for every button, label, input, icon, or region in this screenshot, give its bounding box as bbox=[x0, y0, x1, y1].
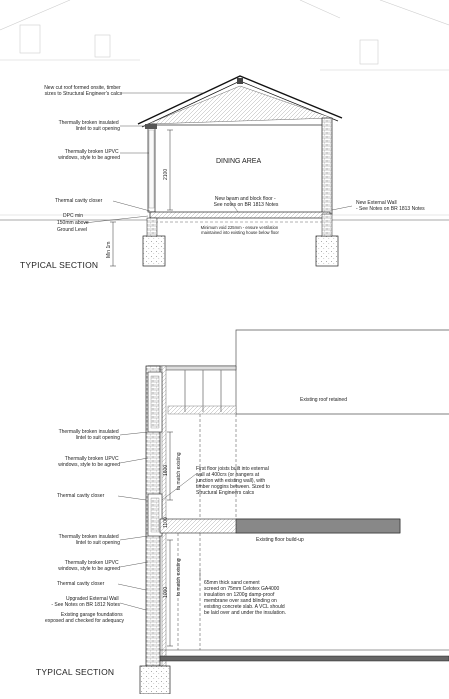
dimension-lines bbox=[167, 432, 173, 646]
note-floor-buildup: Existing floor build-up bbox=[256, 537, 304, 543]
beam-and-block-floor bbox=[150, 212, 330, 218]
note-external-wall: Upgraded External Wall - See Notes on BR 1812 Notes bbox=[51, 596, 120, 608]
note-floor: New beam and block floor - See notes on BR 1813 Notes bbox=[213, 196, 279, 208]
note-cavity-closer-upper: Thermal cavity closer bbox=[57, 493, 105, 499]
lintel bbox=[145, 124, 157, 129]
note-dpc: DPC min 150mm above Ground Level bbox=[57, 213, 89, 233]
bottom-section-title: TYPICAL SECTION bbox=[36, 667, 115, 677]
dim-1600-text: 1600 bbox=[163, 464, 169, 476]
note-windows-upper: Thermally broken UPVC windows, style to be agreed bbox=[58, 456, 120, 468]
note-lintel: Thermally broken insulated lintel to suit opening bbox=[58, 120, 120, 132]
right-foundation bbox=[316, 236, 338, 266]
room-label: DINING AREA bbox=[216, 158, 262, 165]
note-wall: New External Wall - See Notes on BR 1813 Notes bbox=[356, 200, 425, 212]
garage-foundation bbox=[140, 666, 170, 694]
dim-2100-text: 2100 bbox=[163, 168, 169, 180]
left-foundation bbox=[143, 236, 165, 266]
note-screed: 65mm thick sand cement screed on 75mm Celotex GA4000 insulation on 1200g damp-proof membrane over sand blinding on existing concrete slab. A VCL should be laid over and under the insulation. bbox=[204, 580, 287, 616]
right-wall bbox=[322, 118, 332, 214]
note-windows-lower: Thermally broken UPVC windows, style to be agreed bbox=[58, 560, 120, 572]
dim-match-2-text: to match existing bbox=[176, 558, 182, 596]
note-roof: New cut roof formed onsite, timber sizes to Structural Engineer's calcs bbox=[44, 85, 122, 97]
note-lintel-lower: Thermally broken insulated lintel to suit opening bbox=[58, 534, 120, 546]
dim-min-1m-text: Min 1m bbox=[106, 241, 112, 258]
note-windows: Thermally broken UPVC windows, style to be agreed bbox=[58, 149, 120, 161]
dim-match-1-text: to match existing bbox=[176, 452, 182, 490]
note-joists: First floor joists built into external wall at 400crs (or hangers at junction with existing wall), with timber noggins between. Sized to Structural Engineers calcs bbox=[196, 466, 270, 496]
ground-slab bbox=[160, 656, 449, 661]
note-void: Minimum void 225mm - ensure ventilation maintained into existing house below floor bbox=[200, 225, 279, 235]
existing-building-outline bbox=[148, 330, 449, 414]
note-foundations: Existing garage foundations exposed and checked for adequacy bbox=[45, 612, 124, 624]
window-frame bbox=[149, 130, 154, 208]
note-existing-roof: Existing roof retained bbox=[300, 397, 347, 403]
top-section bbox=[0, 0, 449, 270]
note-cavity-closer-lower: Thermal cavity closer bbox=[57, 581, 105, 587]
top-section-title: TYPICAL SECTION bbox=[20, 260, 99, 270]
pitched-roof bbox=[138, 76, 342, 127]
roof-joists bbox=[185, 370, 221, 412]
dim-1000-text: 1000 bbox=[163, 586, 169, 598]
dim-1100-text: 1100 bbox=[163, 517, 169, 528]
note-cavity-closer: Thermal cavity closer bbox=[55, 198, 103, 204]
note-lintel-upper: Thermally broken insulated lintel to suit opening bbox=[58, 429, 120, 441]
bottom-section bbox=[36, 330, 449, 694]
